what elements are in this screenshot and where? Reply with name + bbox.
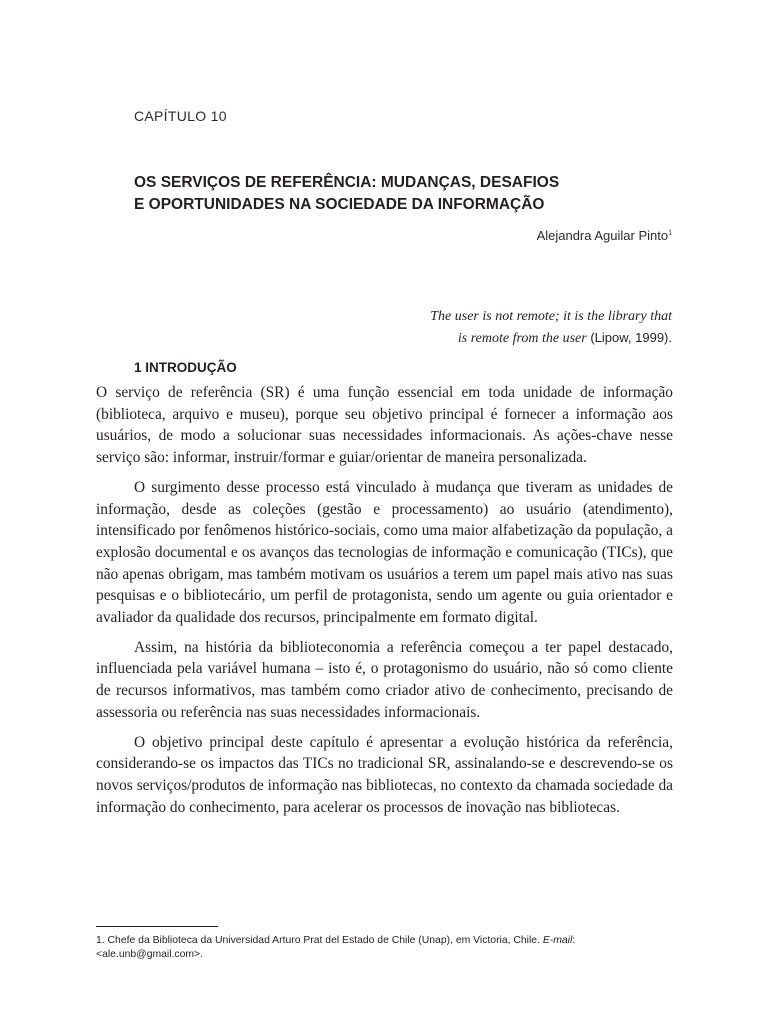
footnote-email-label: E-mail (542, 935, 573, 946)
footnote (96, 934, 676, 962)
epigraph-quote-line-1: The user is not remote; it is the library that (430, 309, 672, 324)
epigraph-quote-line-2: is remote from the user (457, 331, 587, 346)
section-heading: 1 INTRODUÇÃO (134, 360, 237, 375)
paragraph-3: Assim, na história da biblioteconomia a referência começou a ter papel destacado, influenciada pela variável humana – isto é, o protagonismo do usuário, não só como cliente de recursos informativos, mas também como criador ativo de conhecimento, precisando de assessoria ou referência nas suas necessidades informacionais. (96, 638, 673, 721)
body-text (96, 382, 673, 826)
paragraph-1: O serviço de referência (SR) é uma função essencial em toda unidade de informação (biblioteca, arquivo e museu), porque seu objetivo principal é fornecer a informação aos usuários, de modo a solucionar suas necessidades informacionais. As ações-chave nesse serviço são: informar, instruir/formar e guiar/orientar de maneira personalizada. (96, 384, 673, 467)
author-byline (537, 228, 672, 243)
epigraph-citation: (Lipow, 1999). (586, 330, 672, 345)
chapter-label: CAPÍTULO 10 (134, 108, 227, 124)
author-footnote-mark: 1 (668, 229, 672, 237)
epigraph (312, 306, 672, 349)
footnote-divider (96, 926, 218, 927)
footnote-text: 1. Chefe da Biblioteca da Universidad Arturo Prat del Estado de Chile (Unap), em Victoria, Chile. (96, 935, 543, 946)
author-name: Alejandra Aguilar Pinto (536, 228, 669, 243)
footnote-email: : <ale.unb@gmail.com>. (96, 935, 576, 960)
paragraph-2: O surgimento desse processo está vinculado à mudança que tiveram as unidades de informação, desde as coleções (gestão e processamento) ao usuário (atendimento), intensificado por fenômenos histórico-sociais, como uma maior alfabetização da população, a explosão documental e os avanços das tecnologias de informação e comunicação (TICs), que não apenas obrigam, mas também motivam os usuários a terem um papel mais ativo nas suas pesquisas e o bibliotecário, um perfil de protagonista, sendo um agente ou guia orientador e avaliador da qualidade dos recursos, principalmente em formato digital. (96, 478, 673, 627)
chapter-title-line-1: OS SERVIÇOS DE REFERÊNCIA: MUDANÇAS, DESAFIOS (134, 174, 560, 191)
chapter-title-line-2: E OPORTUNIDADES NA SOCIEDADE DA INFORMAÇÃO (134, 196, 545, 213)
paragraph-4: O objetivo principal deste capítulo é apresentar a evolução histórica da referência, considerando-se os impactos das TICs no tradicional SR, assinalando-se e descrevendo-se os novos serviços/produtos de informação nas bibliotecas, no contexto da chamada sociedade da informação do conhecimento, para acelerar os processos de inovação nas bibliotecas. (96, 733, 673, 816)
chapter-title (134, 172, 694, 216)
